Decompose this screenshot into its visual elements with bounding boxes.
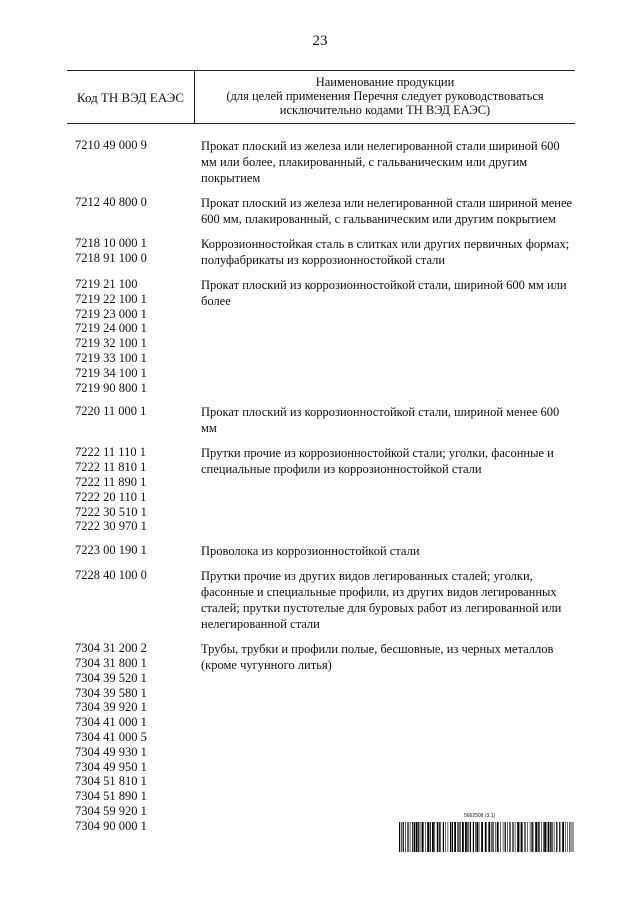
barcode-bar	[493, 822, 494, 852]
product-code: 7304 90 000 1	[75, 818, 147, 833]
name-header-line: (для целей применения Перечня следует руководствоваться	[226, 89, 544, 103]
barcode-bar	[485, 822, 487, 852]
barcode-bar	[559, 822, 560, 852]
barcode-bar	[454, 822, 456, 852]
product-code: 7304 41 000 5	[75, 729, 147, 744]
product-code: 7210 49 000 9	[75, 138, 147, 152]
product-description: Трубы, трубки и профили полые, бесшовные, из черных металлов (кроме чугунного литья)	[201, 642, 554, 673]
name-header-line: Наименование продукции	[315, 75, 455, 89]
barcode-bar	[541, 822, 542, 852]
barcode-bar	[543, 822, 544, 852]
product-code: 7304 31 200 2	[75, 641, 147, 656]
barcode-bar	[538, 822, 539, 852]
barcode-bar	[432, 822, 434, 852]
barcode-bar	[503, 822, 504, 852]
product-code: 7212 40 800 0	[75, 195, 147, 209]
barcode-bar	[565, 822, 566, 852]
product-code: 7304 51 810 1	[75, 774, 147, 789]
barcode-bar	[556, 822, 557, 852]
barcode-icon	[399, 822, 574, 852]
product-code: 7219 22 100 1	[75, 291, 147, 306]
product-code: 7304 39 520 1	[75, 670, 147, 685]
barcode-bar	[465, 822, 467, 852]
barcode-bar	[550, 822, 551, 852]
table-row	[75, 568, 575, 632]
page-number: 23	[312, 33, 328, 49]
barcode-bar	[403, 822, 404, 852]
barcode-bar	[458, 822, 459, 852]
product-codes	[75, 445, 201, 534]
barcode-bar	[430, 822, 431, 852]
product-code: 7218 10 000 1	[75, 236, 147, 250]
product-codes	[75, 236, 201, 268]
barcode-bar	[517, 822, 519, 852]
barcode-bar	[572, 822, 573, 852]
barcode-bar	[452, 822, 453, 852]
barcode-bar	[520, 822, 521, 852]
barcode-bar	[399, 822, 400, 852]
barcode-bar	[571, 822, 572, 852]
barcode-bar	[544, 822, 546, 852]
barcode-bar	[551, 822, 552, 852]
barcode-bar	[405, 822, 406, 852]
product-description: Прутки прочие из других видов легированных сталей; уголки, фасонные и специальные профили, из других видов легированных сталей; прутки пустотелые для буровых работ из легированной или нелегированной стали	[201, 569, 562, 632]
table-row	[75, 236, 575, 268]
barcode-bar	[434, 822, 435, 852]
table-body	[75, 138, 575, 843]
product-codes	[75, 568, 201, 632]
barcode-bar	[421, 822, 422, 852]
barcode-bar	[450, 822, 451, 852]
table-row	[75, 277, 575, 395]
barcode-bar	[569, 822, 570, 852]
barcode-bar	[495, 822, 496, 852]
barcode-bar	[527, 822, 528, 852]
barcode-bar	[445, 822, 446, 852]
table-header	[67, 70, 575, 124]
product-code: 7223 00 190 1	[75, 543, 147, 558]
product-codes	[75, 641, 201, 833]
product-code: 7222 11 810 1	[75, 460, 147, 475]
product-code: 7222 30 510 1	[75, 504, 147, 519]
table-row	[75, 543, 575, 559]
barcode-bar	[416, 822, 418, 852]
barcode-bar	[521, 822, 523, 852]
barcode-bar	[410, 822, 411, 852]
barcode-bar	[524, 822, 525, 852]
barcode-bar	[439, 822, 440, 852]
barcode-bar	[425, 822, 426, 852]
product-description: Прокат плоский из железа или нелегированной стали шириной менее 600 мм, плакированный, с гальваническим или другим покрытием	[201, 196, 573, 226]
barcode-bar	[401, 822, 402, 852]
barcode-bar	[470, 822, 471, 852]
barcode-bar	[418, 822, 419, 852]
table-row	[75, 138, 575, 186]
barcode-bar	[488, 822, 490, 852]
barcode-bar	[554, 822, 555, 852]
product-code: 7304 31 800 1	[75, 655, 147, 670]
barcode-bar	[440, 822, 441, 852]
barcode-bar	[412, 822, 413, 852]
product-description: Прокат плоский из железа или нелегированной стали шириной 600 мм или более, плакированный, с гальваническим или другим покрытием	[201, 139, 560, 185]
product-codes	[75, 277, 201, 395]
barcode-bar	[479, 822, 480, 852]
barcode-bar	[531, 822, 532, 852]
product-code: 7220 11 000 1	[75, 404, 147, 419]
name-header-line: исключительно кодами ТН ВЭД ЕАЭС)	[279, 103, 491, 117]
product-code: 7219 21 100	[75, 277, 138, 291]
product-code: 7219 24 000 1	[75, 321, 147, 336]
product-description: Прутки прочие из коррозионностойкой стали; уголки, фасонные и специальные профили из коррозионностойкой стали	[201, 446, 554, 477]
product-description: Прокат плоский из коррозионностойкой стали, шириной 600 мм или более	[201, 278, 567, 308]
barcode-bar	[475, 822, 476, 852]
barcode-bar	[497, 822, 499, 852]
product-code: 7219 34 100 1	[75, 365, 147, 380]
barcode-bar	[473, 822, 474, 852]
barcode-bar	[507, 822, 508, 852]
product-code: 7222 11 890 1	[75, 474, 147, 489]
product-code: 7304 39 920 1	[75, 700, 147, 715]
product-code: 7228 40 100 0	[75, 568, 147, 583]
product-code: 7304 39 580 1	[75, 685, 147, 700]
barcode-bar	[509, 822, 510, 852]
barcode-bar	[491, 822, 492, 852]
barcode-bar	[481, 822, 483, 852]
barcode-bar	[562, 822, 564, 852]
barcode-bar	[414, 822, 415, 852]
product-code: 7219 23 000 1	[75, 306, 147, 321]
barcode-bar	[535, 822, 537, 852]
product-description: Проволока из коррозионностойкой стали	[201, 544, 420, 559]
product-code: 7222 11 110 1	[75, 445, 146, 460]
barcode-bar	[476, 822, 478, 852]
product-code: 7222 20 110 1	[75, 489, 147, 504]
product-description: Коррозионностойкая сталь в слитках или других первичных формах; полуфабрикаты из коррозионностойкой стали	[201, 237, 570, 267]
barcode-bar	[505, 822, 506, 852]
barcode-bar	[467, 822, 468, 852]
barcode-bar	[443, 822, 444, 852]
product-code: 7219 32 100 1	[75, 336, 147, 351]
barcode-bar	[500, 822, 501, 852]
table-row	[75, 641, 575, 833]
product-code: 7218 91 100 0	[75, 250, 147, 265]
barcode-bar	[539, 822, 540, 852]
product-code: 7304 49 950 1	[75, 759, 147, 774]
barcode-bar	[437, 822, 438, 852]
name-column-header	[195, 75, 575, 117]
barcode-bar	[515, 822, 516, 852]
table-row	[75, 445, 575, 534]
product-code: 7304 49 930 1	[75, 744, 147, 759]
product-codes	[75, 138, 201, 186]
code-column-header: Код ТН ВЭД ЕАЭС	[76, 90, 185, 105]
barcode-bar	[422, 822, 424, 852]
product-code: 7222 30 970 1	[75, 519, 147, 534]
table-row	[75, 404, 575, 436]
barcode-bar	[460, 822, 461, 852]
product-codes	[75, 404, 201, 436]
barcode-bar	[548, 822, 549, 852]
barcode-bar	[512, 822, 513, 852]
product-codes	[75, 543, 201, 559]
product-code: 7304 59 920 1	[75, 803, 147, 818]
barcode-bar	[567, 822, 568, 852]
barcode-bar	[427, 822, 429, 852]
barcode-bar	[407, 822, 408, 852]
product-description: Прокат плоский из коррозионностойкой стали, шириной менее 600 мм	[201, 405, 560, 436]
product-codes	[75, 195, 201, 227]
barcode-bar	[457, 822, 458, 852]
barcode-bar	[448, 822, 449, 852]
barcode-bar	[530, 822, 531, 852]
product-code: 7219 33 100 1	[75, 350, 147, 365]
product-code: 7304 51 890 1	[75, 789, 147, 804]
table-row	[75, 195, 575, 227]
barcode-number: 5662508 (3.1)	[464, 813, 496, 819]
barcode-bar	[462, 822, 464, 852]
barcode-bar	[532, 822, 533, 852]
product-code: 7304 41 000 1	[75, 715, 147, 730]
product-code: 7219 90 800 1	[75, 380, 147, 395]
barcode-bar	[547, 822, 548, 852]
